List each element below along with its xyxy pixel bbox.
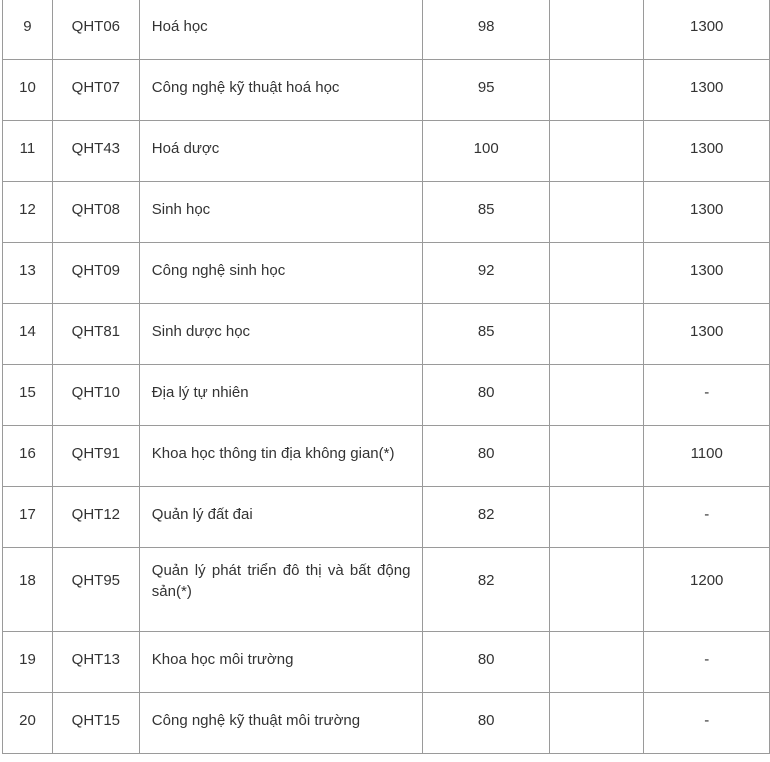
row-number: 13 bbox=[3, 243, 53, 304]
extra-value bbox=[549, 548, 644, 632]
program-code: QHT81 bbox=[52, 304, 139, 365]
program-name: Công nghệ sinh học bbox=[139, 243, 423, 304]
table-row bbox=[3, 693, 770, 754]
row-number: 20 bbox=[3, 693, 53, 754]
program-code: QHT08 bbox=[52, 182, 139, 243]
extra-value bbox=[549, 60, 644, 121]
extra-value bbox=[549, 693, 644, 754]
program-name: Công nghệ kỹ thuật hoá học bbox=[139, 60, 423, 121]
row-number: 18 bbox=[3, 548, 53, 632]
fee-value: 1300 bbox=[644, 243, 770, 304]
program-code: QHT10 bbox=[52, 365, 139, 426]
extra-value bbox=[549, 304, 644, 365]
score-value: 80 bbox=[423, 365, 549, 426]
fee-value: 1300 bbox=[644, 304, 770, 365]
program-name: Hoá dược bbox=[139, 121, 423, 182]
program-code: QHT15 bbox=[52, 693, 139, 754]
fee-value: 1200 bbox=[644, 548, 770, 632]
program-name: Công nghệ kỹ thuật môi trường bbox=[139, 693, 423, 754]
program-name: Khoa học thông tin địa không gian(*) bbox=[139, 426, 423, 487]
table-container bbox=[2, 0, 770, 754]
admission-table bbox=[2, 0, 770, 754]
program-code: QHT43 bbox=[52, 121, 139, 182]
row-number: 14 bbox=[3, 304, 53, 365]
table-row bbox=[3, 632, 770, 693]
table-row bbox=[3, 487, 770, 548]
score-value: 85 bbox=[423, 182, 549, 243]
extra-value bbox=[549, 365, 644, 426]
fee-value: 1300 bbox=[644, 121, 770, 182]
score-value: 80 bbox=[423, 426, 549, 487]
row-number: 15 bbox=[3, 365, 53, 426]
extra-value bbox=[549, 0, 644, 60]
row-number: 16 bbox=[3, 426, 53, 487]
row-number: 17 bbox=[3, 487, 53, 548]
program-code: QHT13 bbox=[52, 632, 139, 693]
program-code: QHT95 bbox=[52, 548, 139, 632]
program-name: Hoá học bbox=[139, 0, 423, 60]
score-value: 82 bbox=[423, 487, 549, 548]
program-code: QHT09 bbox=[52, 243, 139, 304]
table-row bbox=[3, 182, 770, 243]
program-name: Quản lý đất đai bbox=[139, 487, 423, 548]
score-value: 100 bbox=[423, 121, 549, 182]
score-value: 80 bbox=[423, 693, 549, 754]
program-name: Sinh dược học bbox=[139, 304, 423, 365]
extra-value bbox=[549, 426, 644, 487]
fee-value: 1300 bbox=[644, 60, 770, 121]
row-number: 11 bbox=[3, 121, 53, 182]
extra-value bbox=[549, 243, 644, 304]
extra-value bbox=[549, 182, 644, 243]
extra-value bbox=[549, 121, 644, 182]
score-value: 92 bbox=[423, 243, 549, 304]
program-name: Quản lý phát triển đô thị và bất động sản(*) bbox=[139, 548, 423, 632]
score-value: 98 bbox=[423, 0, 549, 60]
table-row bbox=[3, 243, 770, 304]
program-code: QHT12 bbox=[52, 487, 139, 548]
score-value: 80 bbox=[423, 632, 549, 693]
table-row bbox=[3, 0, 770, 60]
table-row bbox=[3, 121, 770, 182]
table-row bbox=[3, 365, 770, 426]
score-value: 82 bbox=[423, 548, 549, 632]
row-number: 19 bbox=[3, 632, 53, 693]
fee-value: - bbox=[644, 487, 770, 548]
extra-value bbox=[549, 632, 644, 693]
row-number: 12 bbox=[3, 182, 53, 243]
table-row bbox=[3, 548, 770, 632]
program-code: QHT91 bbox=[52, 426, 139, 487]
table-row bbox=[3, 426, 770, 487]
fee-value: 1300 bbox=[644, 182, 770, 243]
table-row bbox=[3, 60, 770, 121]
fee-value: 1100 bbox=[644, 426, 770, 487]
score-value: 95 bbox=[423, 60, 549, 121]
extra-value bbox=[549, 487, 644, 548]
program-name: Khoa học môi trường bbox=[139, 632, 423, 693]
fee-value: 1300 bbox=[644, 0, 770, 60]
fee-value: - bbox=[644, 365, 770, 426]
fee-value: - bbox=[644, 693, 770, 754]
score-value: 85 bbox=[423, 304, 549, 365]
program-name: Sinh học bbox=[139, 182, 423, 243]
table-row bbox=[3, 304, 770, 365]
row-number: 10 bbox=[3, 60, 53, 121]
program-code: QHT07 bbox=[52, 60, 139, 121]
program-code: QHT06 bbox=[52, 0, 139, 60]
program-name: Địa lý tự nhiên bbox=[139, 365, 423, 426]
row-number: 9 bbox=[3, 0, 53, 60]
fee-value: - bbox=[644, 632, 770, 693]
